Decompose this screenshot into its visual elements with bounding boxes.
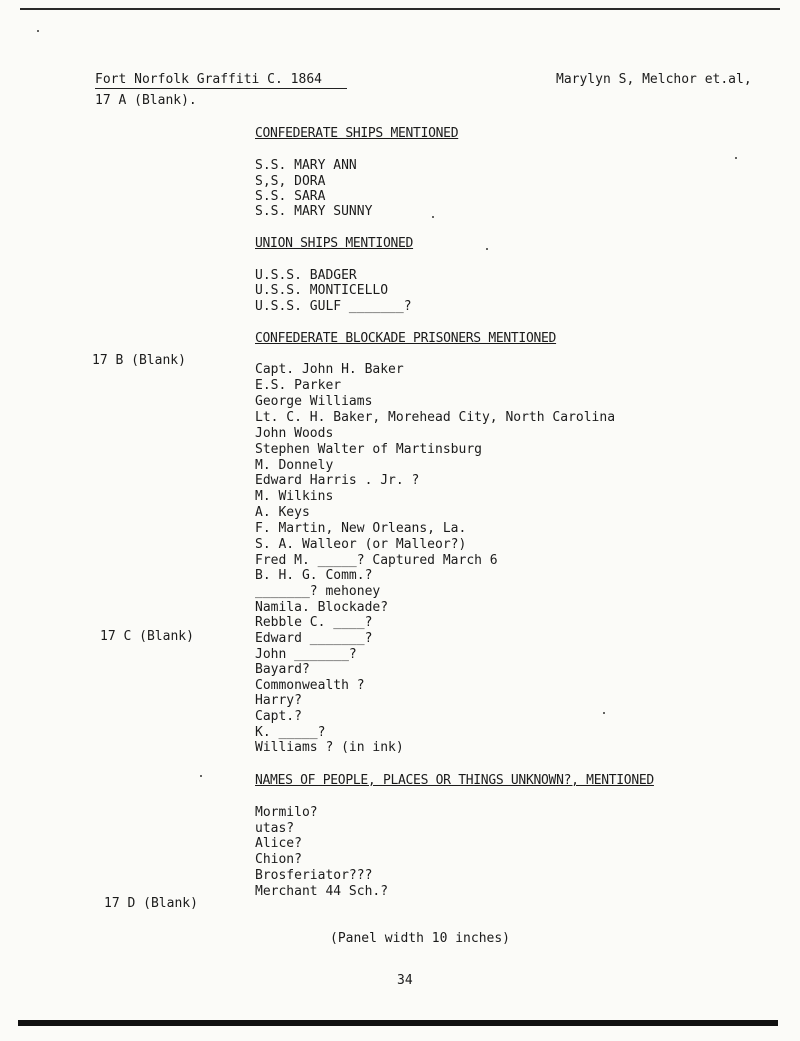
list-item: S.S. MARY ANN [255, 158, 357, 173]
list-item: Commonwealth ? [255, 678, 365, 693]
list-item: M. Wilkins [255, 489, 334, 504]
list-item: Merchant 44 Sch.? [255, 884, 389, 899]
title-underline [95, 88, 347, 89]
document-author: Marylyn S, Melchor et.al, [556, 72, 752, 87]
list-item: Capt. John H. Baker [255, 362, 404, 377]
list-item: U.S.S. GULF _______? [255, 299, 412, 314]
scan-speck [432, 216, 434, 218]
list-item: Bayard? [255, 662, 310, 677]
list-item: Brosferiator??? [255, 868, 373, 883]
list-item: E.S. Parker [255, 378, 342, 393]
top-rule [20, 8, 780, 10]
panel-note-17d: 17 D (Blank) [104, 896, 198, 911]
scan-speck [603, 712, 605, 714]
list-item: utas? [255, 821, 295, 836]
list-item: Rebble C. ____? [255, 615, 373, 630]
list-item: Williams ? (in ink) [255, 740, 404, 755]
section-heading-prisoners: CONFEDERATE BLOCKADE PRISONERS MENTIONED [255, 331, 557, 346]
list-item: George Williams [255, 394, 373, 409]
section-heading-unknown: NAMES OF PEOPLE, PLACES OR THINGS UNKNOWN?, MENTIONED [255, 773, 654, 788]
list-item: S.S. MARY SUNNY [255, 204, 373, 219]
page-number: 34 [397, 973, 413, 988]
section-heading-union-ships: UNION SHIPS MENTIONED [255, 236, 414, 251]
list-item: Mormilo? [255, 805, 318, 820]
list-item: Alice? [255, 836, 302, 851]
list-item: Chion? [255, 852, 302, 867]
list-item: M. Donnely [255, 458, 334, 473]
panel-note-17a: 17 A (Blank). [95, 93, 197, 108]
list-item: S,S, DORA [255, 174, 326, 189]
list-item: Lt. C. H. Baker, Morehead City, North Carolina [255, 410, 616, 425]
scan-speck [486, 248, 488, 250]
list-item: John Woods [255, 426, 334, 441]
list-item: _______? mehoney [255, 584, 381, 599]
list-item: K. _____? [255, 725, 326, 740]
panel-note-17b: 17 B (Blank) [92, 353, 186, 368]
document-title: Fort Norfolk Graffiti C. 1864 [95, 72, 322, 87]
bottom-rule [18, 1020, 778, 1026]
list-item: F. Martin, New Orleans, La. [255, 521, 467, 536]
section-heading-confederate-ships: CONFEDERATE SHIPS MENTIONED [255, 126, 459, 141]
list-item: John _______? [255, 647, 357, 662]
panel-note-17c: 17 C (Blank) [100, 629, 194, 644]
scan-speck [200, 775, 202, 777]
list-item: U.S.S. MONTICELLO [255, 283, 389, 298]
list-item: Namila. Blockade? [255, 600, 389, 615]
scan-speck [37, 30, 39, 32]
list-item: Fred M. _____? Captured March 6 [255, 553, 498, 568]
list-item: S. A. Walleor (or Malleor?) [255, 537, 467, 552]
list-item: Harry? [255, 693, 302, 708]
list-item: Edward Harris . Jr. ? [255, 473, 420, 488]
list-item: Capt.? [255, 709, 302, 724]
list-item: U.S.S. BADGER [255, 268, 357, 283]
scan-speck [735, 157, 737, 159]
list-item: A. Keys [255, 505, 310, 520]
list-item: B. H. G. Comm.? [255, 568, 373, 583]
list-item: Stephen Walter of Martinsburg [255, 442, 482, 457]
panel-width-note: (Panel width 10 inches) [330, 931, 511, 946]
list-item: Edward _______? [255, 631, 373, 646]
list-item: S.S. SARA [255, 189, 326, 204]
